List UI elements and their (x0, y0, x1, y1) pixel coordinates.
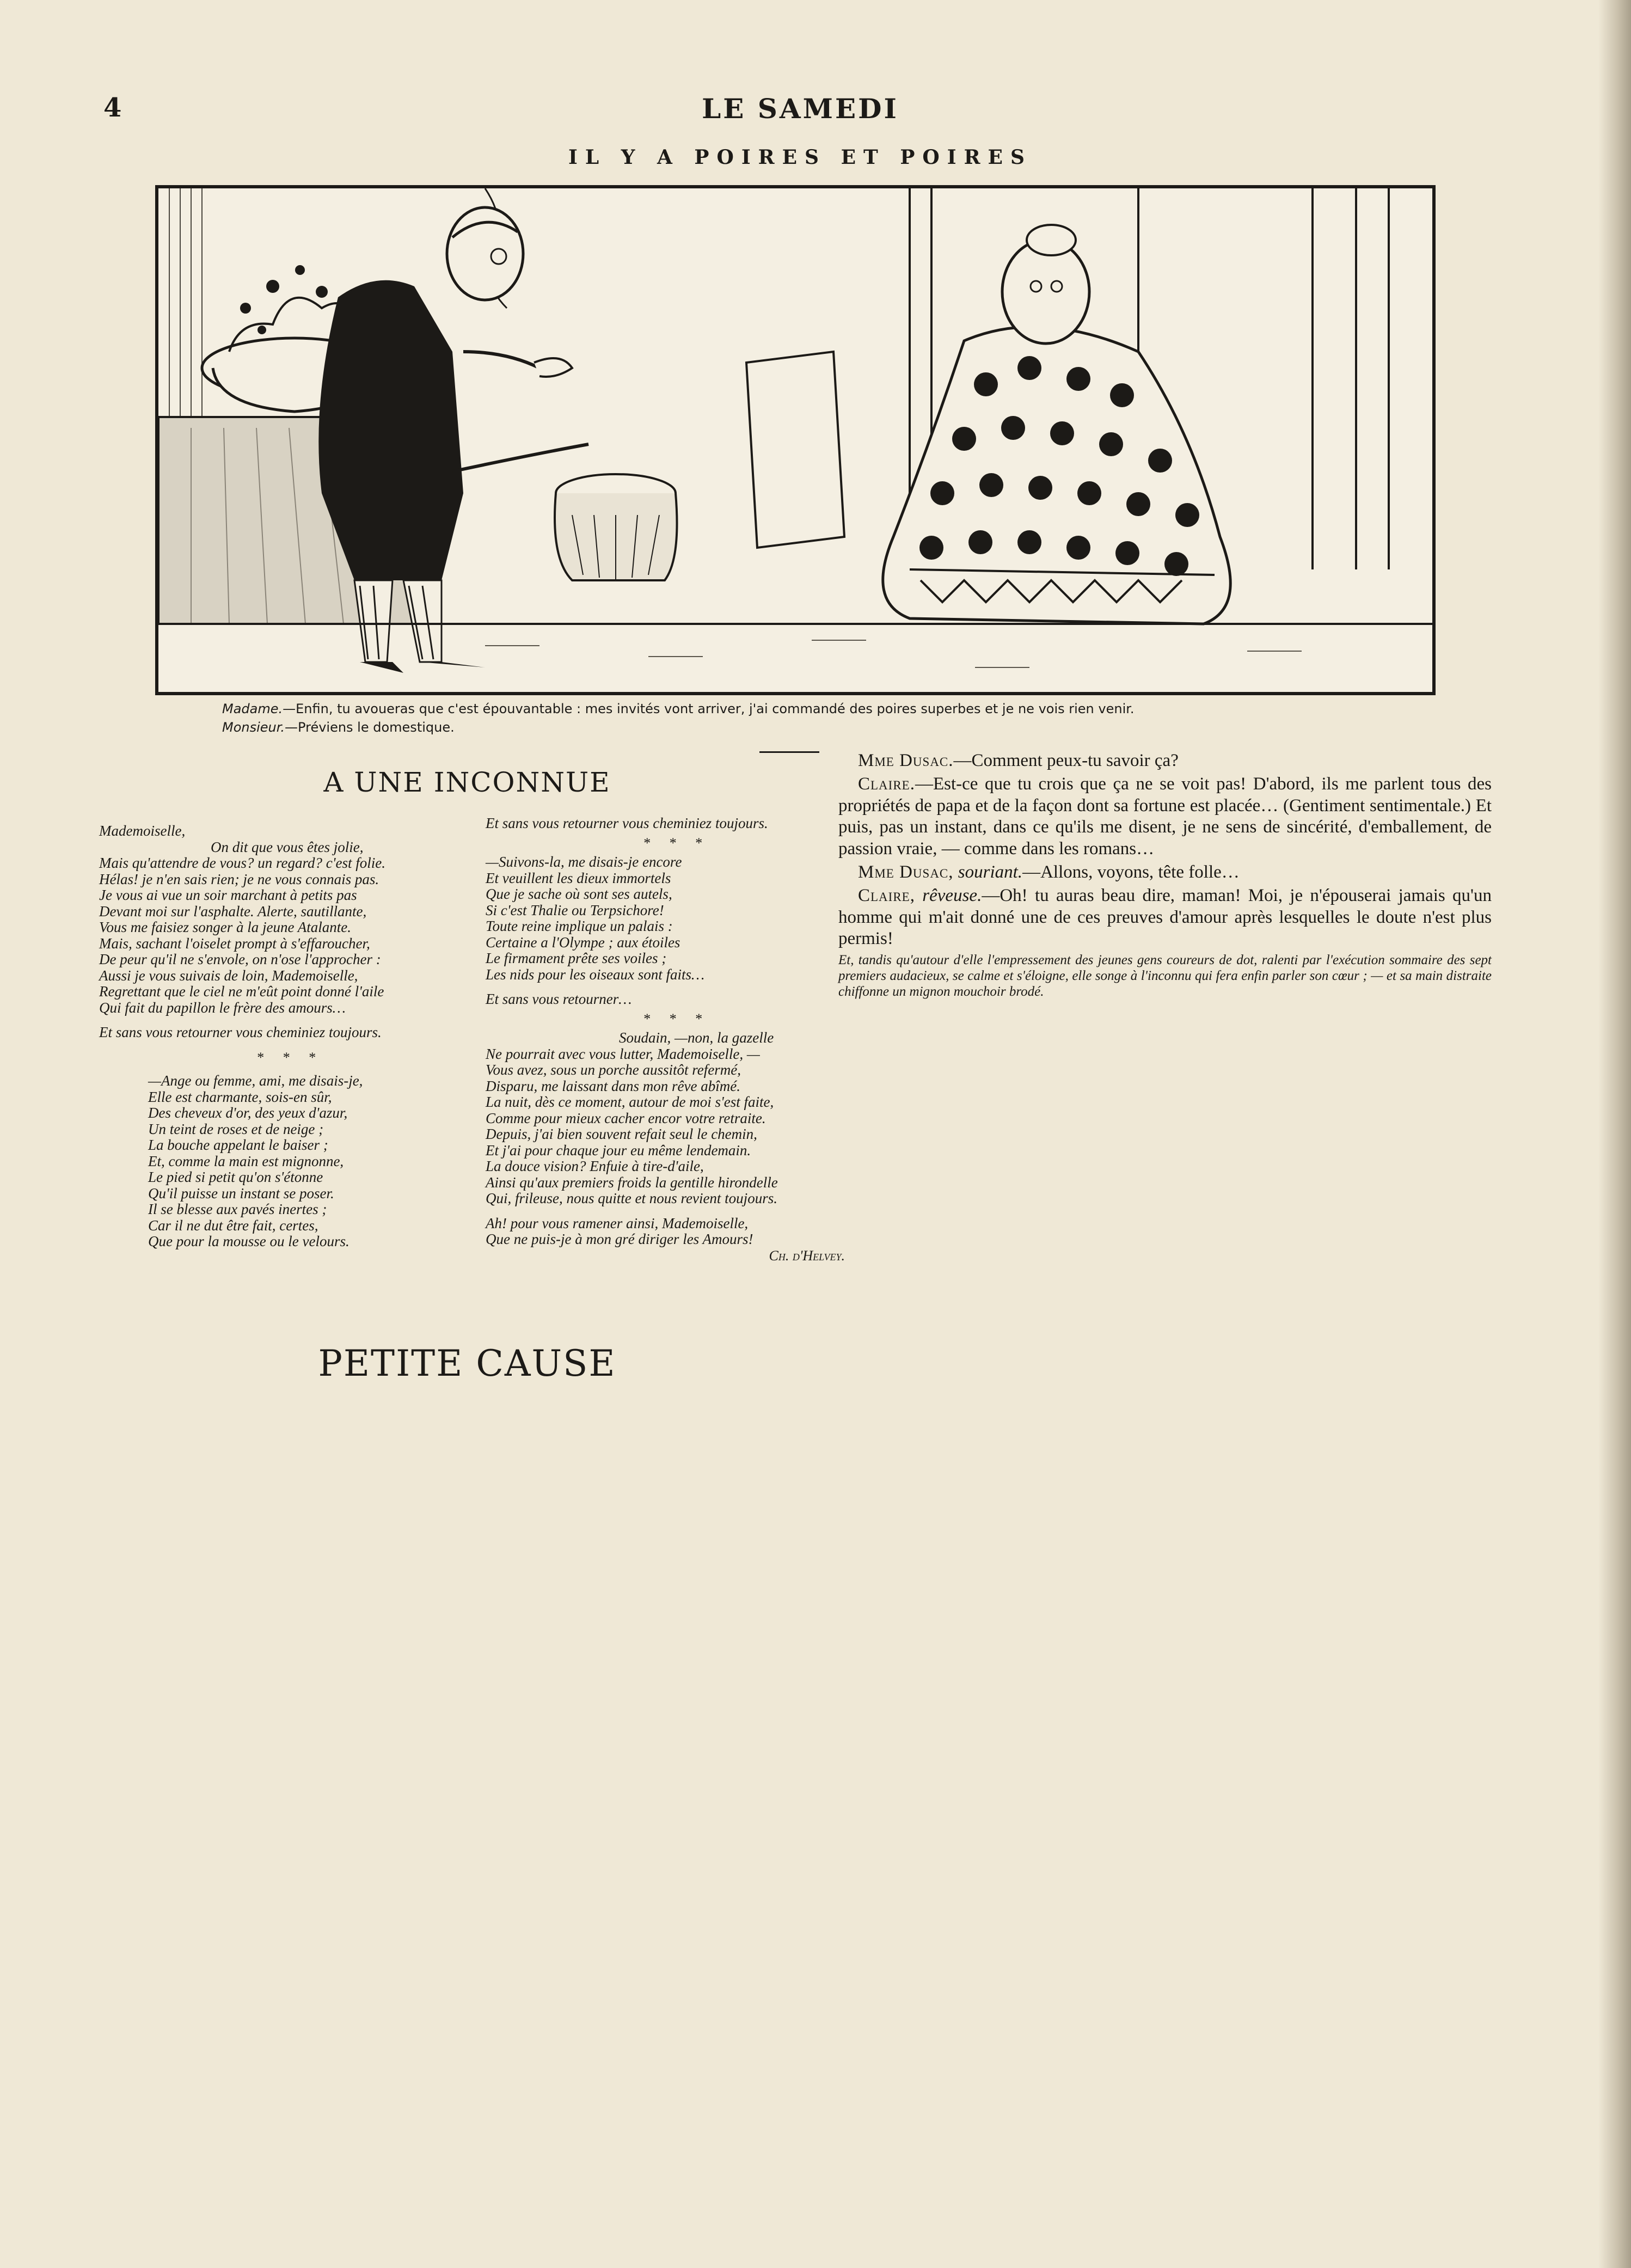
dialogue-text: —Allons, voyons, tête folle… (1022, 862, 1240, 882)
caption-monsieur-text: —Préviens le domestique. (285, 720, 455, 735)
poem-line: Que je sache où sont ses autels, (486, 886, 672, 902)
page-header (103, 93, 1497, 131)
poem-stanza (486, 1030, 867, 1207)
poem-line: Car il ne dut être fait, certes, (148, 1217, 318, 1234)
poem-line: Il se blesse aux pavés inertes ; (148, 1201, 327, 1217)
poem-line: Et, comme la main est mignonne, (148, 1153, 344, 1169)
speaker-mme-dusac: Mme Dusac, (858, 862, 954, 882)
poem-stanza (486, 1216, 867, 1248)
cartoon-caption (222, 700, 1420, 737)
poem-line: La douce vision? Enfuie à tire-d'aile, (486, 1158, 704, 1174)
poem-refrain: Et sans vous retourner vous cheminiez toujours. (99, 1024, 382, 1040)
poem-line: La nuit, dès ce moment, autour de moi s'est faite, (486, 1094, 774, 1110)
poem-line: Hélas! je n'en sais rien; je ne vous connais pas. (99, 871, 379, 887)
speaker-mme-dusac: Mme Dusac. (858, 751, 954, 770)
poem-line: Ne pourrait avec vous lutter, Mademoiselle, — (486, 1045, 760, 1062)
dialogue-text: —Est-ce que tu crois que ça ne se voit pas! D'abord, ils me parlent tous des propriétés de papa et de la façon dont sa fortune est placée… (Gentiment sentimentale.) Et puis, pas un instant, dans ce qu'ils me disent, je ne sens de sincérité, d'emballement, de passion vraie, — comme dans les romans… (838, 774, 1492, 859)
stage-direction: rêveuse. (922, 886, 982, 906)
poem-line: Mademoiselle, (99, 823, 186, 839)
poem-stanza (486, 854, 867, 983)
journal-title: LE SAMEDI (702, 93, 899, 125)
poem-line: Que ne puis-je à mon gré diriger les Amours! (486, 1231, 753, 1247)
poem-line: Mais, sachant l'oiselet prompt à s'effaroucher, (99, 935, 370, 952)
poem-line: Devant moi sur l'asphalte. Alerte, sautillante, (99, 903, 367, 920)
poem-line: Soudain, —non, la gazelle (619, 1029, 774, 1046)
poem-line: Les nids pour les oiseaux sont faits… (486, 966, 705, 983)
poem-line: Je vous ai vue un soir marchant à petits pas (99, 887, 357, 903)
poem-line: Comme pour mieux cacher encor votre retraite. (486, 1110, 766, 1126)
poem-line: Vous me faisiez songer à la jeune Atalante. (99, 919, 351, 935)
poem-line: Le firmament prête ses voiles ; (486, 950, 667, 966)
poem-line: Mais qu'attendre de vous? un regard? c'est folie. (99, 855, 385, 871)
poem-line: Et j'ai pour chaque jour eu même lendemain. (486, 1142, 751, 1158)
caption-madame-text: —Enfin, tu avoueras que c'est épouvantable : mes invités vont arriver, j'ai commandé des poires superbes et je ne vois rien venir. (283, 701, 1135, 716)
article-title-inconnue: A UNE INCONNUE (323, 767, 611, 798)
caption-speaker-monsieur: Monsieur. (222, 720, 285, 735)
poem-line: Le pied si petit qu'on s'étonne (148, 1169, 323, 1185)
poem-line: Que pour la mousse ou le velours. (148, 1233, 350, 1249)
poem-line: Un teint de roses et de neige ; (148, 1120, 324, 1137)
poem-line: Toute reine implique un palais : (486, 918, 673, 934)
right-column-top (838, 750, 1492, 1002)
poem-line: Ah! pour vous ramener ainsi, Mademoiselle, (486, 1215, 749, 1231)
poem-left-column (99, 823, 480, 1250)
stars-separator: * * * (643, 1010, 709, 1027)
speaker-claire: Claire. (858, 774, 915, 794)
poem-line: Aussi je vous suivais de loin, Mademoiselle, (99, 967, 358, 984)
poem-signature: Ch. d'Helvey. (769, 1247, 845, 1264)
poem-line: Elle est charmante, sois-en sûr, (148, 1088, 332, 1105)
poem-line: Depuis, j'ai bien souvent refait seul le chemin, (486, 1126, 757, 1142)
poem-line: Qui, frileuse, nous quitte et nous revient toujours. (486, 1190, 777, 1206)
narrative-note: Et, tandis qu'autour d'elle l'empressement des jeunes gens coureurs de dot, ralenti par l'exécution sommaire des sept premiers audacieux, se calme et s'éloigne, elle songe à l'inconnu qui fera enfin parler son cœur ; — et sa main distraite chiffonne un mignon mouchoir brodé. (838, 952, 1492, 999)
poem-line: Si c'est Thalie ou Terpsichore! (486, 902, 664, 918)
poem-stanza (99, 1073, 480, 1250)
dialogue-text: —Oh! tu auras beau dire, maman! Moi, je n'épouserai jamais qu'un homme qui m'ait donné une de ces preuves d'amour après lesquelles le doute n'est plus permis! (838, 886, 1492, 949)
cartoon-illustration (155, 185, 1436, 695)
poem-line: Ainsi qu'aux premiers froids la gentille hirondelle (486, 1174, 778, 1191)
poem-line: —Suivons-la, me disais-je encore (486, 854, 682, 870)
poem-line: De peur qu'il ne s'envole, on n'ose l'approcher : (99, 951, 381, 967)
poem-line: —Ange ou femme, ami, me disais-je, (148, 1072, 363, 1089)
cartoon-drawing (158, 188, 1432, 692)
poem-line: Et veuillent les dieux immortels (486, 869, 671, 886)
poem-line: On dit que vous êtes jolie, (211, 838, 364, 855)
poem-refrain: Et sans vous retourner vous cheminiez toujours. (486, 815, 768, 831)
speaker-claire: Claire, (858, 886, 915, 906)
poem-line: La bouche appelant le baiser ; (148, 1137, 328, 1153)
poem-line: Vous avez, sous un porche aussitôt refermé, (486, 1062, 741, 1078)
poem-line: Des cheveux d'or, des yeux d'azur, (148, 1105, 348, 1121)
stars-separator: * * * (256, 1049, 323, 1065)
poem-refrain: Et sans vous retourner… (486, 991, 632, 1007)
stars-separator: * * * (643, 835, 709, 851)
article-title-cause: PETITE CAUSE (318, 1343, 616, 1384)
stage-direction: souriant. (958, 862, 1023, 882)
caption-speaker-madame: Madame. (222, 701, 283, 716)
poem-line: Disparu, me laissant dans mon rêve abîmé. (486, 1077, 740, 1094)
page-number: 4 (103, 93, 122, 123)
cartoon-title: IL Y A POIRES ET POIRES (568, 146, 1032, 169)
poem-line: Qui fait du papillon le frère des amours… (99, 999, 346, 1016)
poem-line: Regrettant que le ciel ne m'eût point donné l'aile (99, 983, 384, 1000)
section-divider (759, 751, 819, 753)
dialogue-text: —Comment peux-tu savoir ça? (953, 751, 1179, 770)
poem-right-column (486, 816, 867, 1264)
poem-line: Certaine a l'Olympe ; aux étoiles (486, 934, 680, 951)
poem-line: Qu'il puisse un instant se poser. (148, 1185, 334, 1202)
